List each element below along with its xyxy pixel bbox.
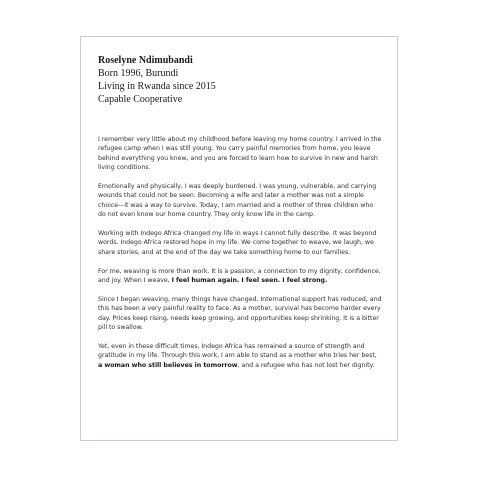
- paragraph-2: [98, 182, 382, 220]
- emphasis-text: I feel human again. I feel seen. I feel strong.: [171, 277, 328, 285]
- paragraph-text: Since I began weaving, many things have changed. International support has reduced, and this has been a very painful reality to face. As a mother, survival has become harder every day. Prices keep rising, needs keep growing, and opportunities keep shrinking. It is a bitter pill to swallow.: [98, 295, 382, 332]
- paragraph-text: Yet, even in these difficult times, Indego Africa has remained a source of strength and gratitude in my life. Through this work, I am able to stand as a mother who tries her best,: [98, 342, 377, 360]
- paragraph-text-end: , and a refugee who has not lost her dignity.: [237, 361, 375, 369]
- paragraph-text: Working with Indego Africa changed my life in ways I cannot fully describe. It was beyond words. Indego Africa restored hope in my life. We come together to weave, we laugh, we share stories, and at the end of the day we take something home to our families.: [98, 230, 377, 256]
- paragraph-text: Emotionally and physically, I was deeply burdened. I was young, vulnerable, and carrying wounds that could not be seen. Becoming a wife and later a mother was not a simple choice—it was a way to survive. Today, I am married and a mother of three children who do not even know our home country. They only know life in the camp.: [98, 183, 377, 219]
- birth-info: Born 1996, Burundi: [98, 68, 179, 79]
- paragraph-3: [98, 229, 382, 257]
- person-name: Roselyne Ndimubandi: [98, 55, 193, 66]
- paragraph-5: [98, 295, 382, 333]
- paragraph-text: I remember very little about my childhood before leaving my home country. I arrived in the refugee camp when I was still young. You carry painful memories from home, you leave behind everything you knew, and you are forced to learn how to survive in new and harsh living conditions.: [98, 136, 382, 172]
- paragraph-1: [98, 135, 382, 173]
- cooperative-name: Capable Cooperative: [98, 94, 183, 105]
- paragraph-6: [98, 342, 382, 370]
- document-page: [80, 36, 398, 441]
- residence-info: Living in Rwanda since 2015: [98, 81, 216, 92]
- paragraph-4: [98, 267, 382, 286]
- story-body: [98, 135, 382, 379]
- profile-header: [98, 54, 388, 106]
- emphasis-text: a woman who still believes in tomorrow: [98, 361, 238, 369]
- paragraph-text: For me, weaving is more than work. It is a passion, a connection to my dignity, confidence, and joy. When I weave,: [98, 267, 381, 285]
